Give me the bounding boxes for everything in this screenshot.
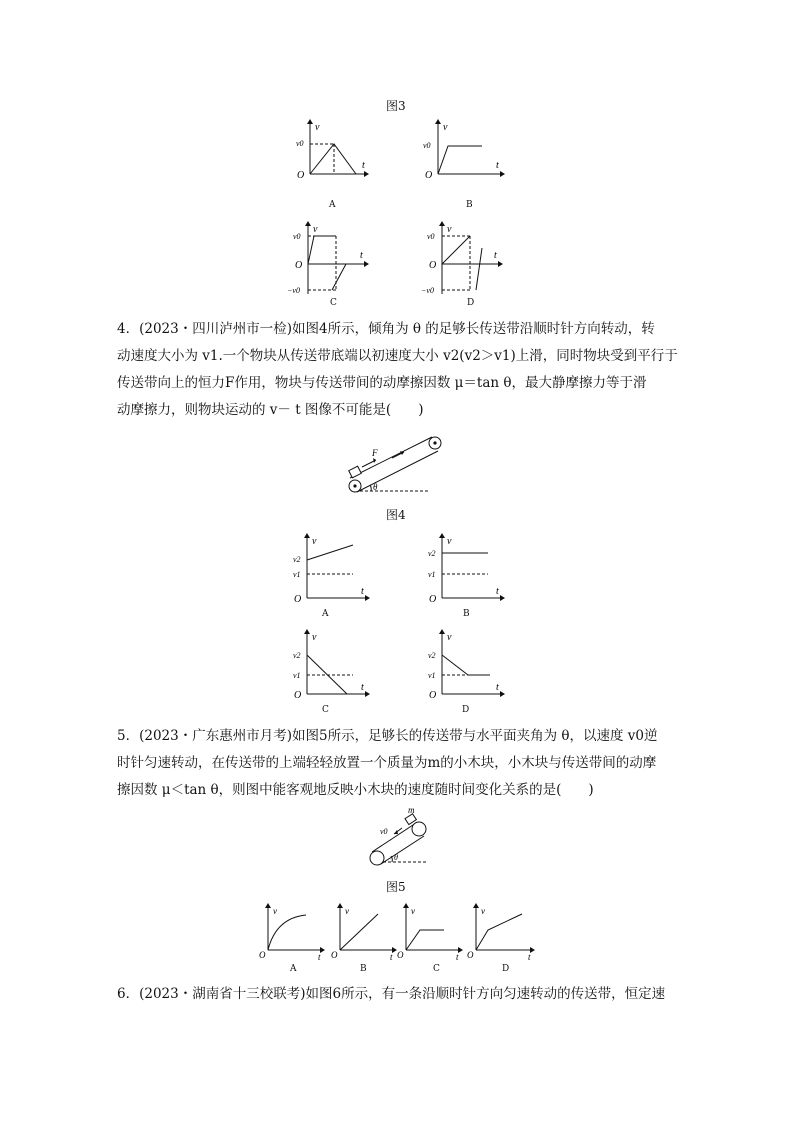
svg-text:O: O <box>467 950 474 960</box>
question-5 <box>117 723 681 804</box>
svg-text:v: v <box>443 122 448 133</box>
svg-text:v0: v0 <box>427 232 435 241</box>
question-4 <box>117 316 681 424</box>
fig3-label-c: C <box>330 298 337 308</box>
svg-text:v: v <box>273 906 277 916</box>
svg-text:O: O <box>295 260 303 271</box>
fig5-graph-a <box>258 902 328 960</box>
fig4-graph-d <box>420 628 506 702</box>
svg-text:t: t <box>318 952 321 960</box>
q4-line: 4．(2023・四川泸州市一检)如图4所示，倾角为 θ 的足够长传送带沿顺时针方向转动，转 <box>117 321 655 337</box>
svg-text:O: O <box>331 950 338 960</box>
svg-text:O: O <box>429 594 437 605</box>
theta-label: θ <box>394 853 398 862</box>
fig4-conveyor-diagram <box>340 430 450 498</box>
svg-text:v2: v2 <box>428 651 436 660</box>
q6-line: 6．(2023・湖南省十三校联考)如图6所示，有一条沿顺时针方向匀速转动的传送带，恒定速 <box>117 986 666 1002</box>
svg-text:t: t <box>361 586 364 597</box>
svg-text:v: v <box>345 906 349 916</box>
fig3-graph-b <box>420 118 506 188</box>
fig3-graph-d <box>420 220 504 300</box>
fig5-label-a: A <box>290 964 297 974</box>
q5-line: 擦因数 μ＜tan θ，则图中能客观地反映小木块的速度随时间变化关系的是( ) <box>117 782 594 798</box>
svg-text:v1: v1 <box>293 671 301 680</box>
svg-text:t: t <box>456 952 459 960</box>
fig5-label-d: D <box>502 964 510 974</box>
svg-text:v: v <box>481 906 485 916</box>
axis-v: v <box>315 122 320 133</box>
fig3-label-d: D <box>467 298 475 308</box>
fig3-graph-a <box>290 118 370 188</box>
svg-text:v: v <box>447 224 452 235</box>
svg-text:v1: v1 <box>428 570 436 579</box>
svg-text:v: v <box>447 536 452 547</box>
svg-text:v: v <box>411 906 415 916</box>
svg-text:O: O <box>425 170 433 181</box>
axis-t: t <box>362 160 365 171</box>
fig5-graph-c <box>396 902 466 960</box>
fig3-graph-c <box>286 220 370 300</box>
mass-m-label: m <box>408 805 415 815</box>
fig4-graph-b <box>420 532 506 606</box>
fig5-graph-b <box>330 902 400 960</box>
svg-text:v: v <box>447 632 452 643</box>
svg-text:v1: v1 <box>293 570 301 579</box>
force-F-label: F <box>372 448 378 458</box>
fig5-caption: 图5 <box>386 880 406 894</box>
svg-text:t: t <box>528 952 531 960</box>
svg-text:v2: v2 <box>293 651 301 660</box>
fig5-graph-d <box>466 902 540 960</box>
svg-text:−v0: −v0 <box>287 286 300 295</box>
svg-text:v2: v2 <box>293 555 301 564</box>
fig5-label-b: B <box>360 964 367 974</box>
svg-text:t: t <box>496 160 499 171</box>
q5-line: 时针匀速转动，在传送带的上端轻轻放置一个质量为m的小木块，小木块与传送带间的动摩 <box>117 755 657 771</box>
v0-label: v0 <box>296 139 304 148</box>
fig4-graph-a <box>285 532 371 606</box>
svg-text:v0: v0 <box>293 232 301 241</box>
svg-text:v: v <box>313 224 318 235</box>
fig4-label-b: B <box>463 609 470 619</box>
svg-text:O: O <box>397 950 404 960</box>
q4-line: 传送带向上的恒力F作用，物块与传送带间的动摩擦因数 μ＝tan θ，最大静摩擦力等于滑 <box>117 375 647 391</box>
svg-text:O: O <box>259 950 266 960</box>
fig4-caption: 图4 <box>386 508 406 522</box>
svg-text:O: O <box>294 690 302 701</box>
svg-text:v: v <box>312 632 317 643</box>
svg-text:t: t <box>390 952 393 960</box>
svg-text:O: O <box>429 690 437 701</box>
svg-text:O: O <box>294 594 302 605</box>
svg-text:v2: v2 <box>428 549 436 558</box>
svg-text:t: t <box>494 250 497 261</box>
origin: O <box>297 170 305 181</box>
v0-label: v0 <box>380 827 388 836</box>
fig4-graph-c <box>285 628 371 702</box>
q4-line: 动速度大小为 v1.一个物块从传送带底端以初速度大小 v2(v2＞v1)上滑，同时物块受到平行于 <box>117 348 678 364</box>
svg-text:t: t <box>496 586 499 597</box>
q4-line: 动摩擦力，则物块运动的 v－ t 图像不可能是( ) <box>117 402 424 418</box>
svg-text:v1: v1 <box>428 671 436 680</box>
theta-label: θ <box>373 482 378 492</box>
fig5-conveyor-diagram <box>364 804 434 868</box>
fig3-label-b: B <box>466 200 473 210</box>
svg-text:t: t <box>496 682 499 693</box>
fig4-label-d: D <box>462 705 470 715</box>
svg-text:t: t <box>361 682 364 693</box>
fig3-label-a: A <box>329 200 336 210</box>
fig5-label-c: C <box>433 964 440 974</box>
svg-text:O: O <box>429 260 437 271</box>
svg-text:v0: v0 <box>423 141 431 150</box>
fig3-caption: 图3 <box>386 99 406 113</box>
svg-text:−v0: −v0 <box>421 286 434 295</box>
fig4-label-a: A <box>322 609 329 619</box>
question-6 <box>117 981 681 1008</box>
fig4-label-c: C <box>322 705 329 715</box>
svg-text:t: t <box>360 250 363 261</box>
q5-line: 5．(2023・广东惠州市月考)如图5所示，足够长的传送带与水平面夹角为 θ，以速度 v0逆 <box>117 728 658 744</box>
svg-text:v: v <box>312 536 317 547</box>
